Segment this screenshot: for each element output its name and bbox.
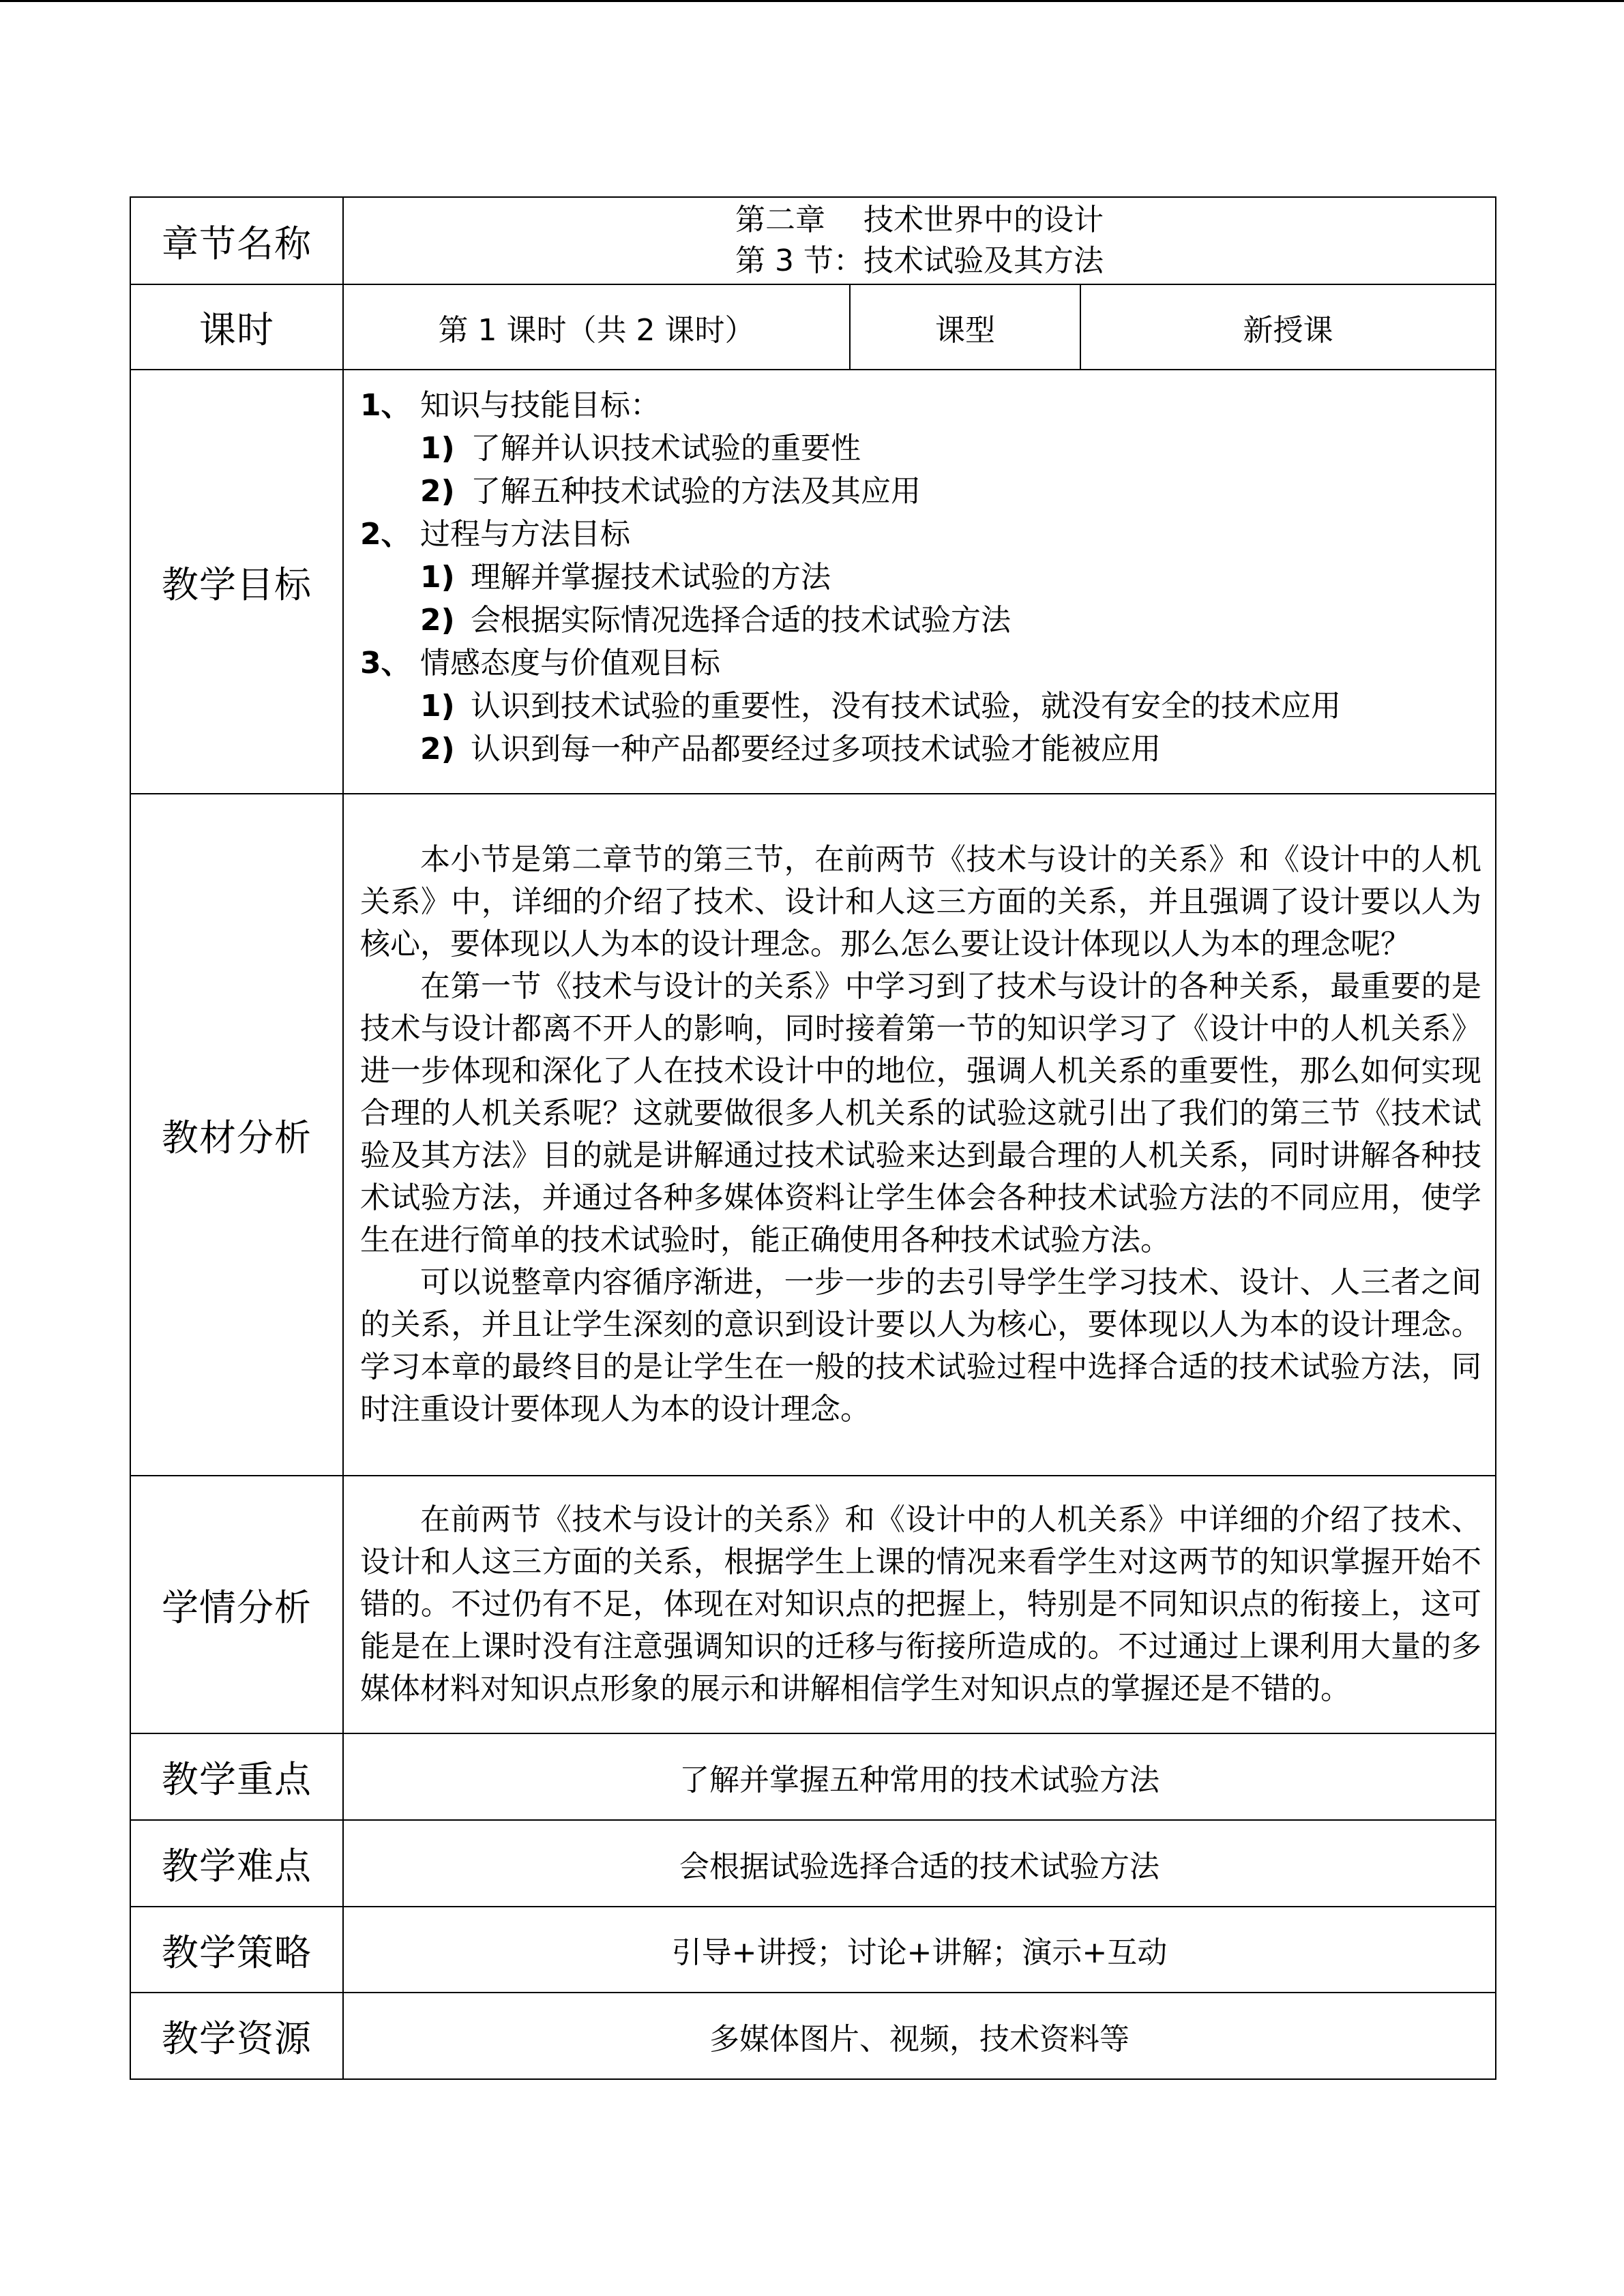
strategy-label: 教学策略	[130, 1907, 343, 1993]
objective-item: 1) 认识到技术试验的重要性，没有技术试验，就没有安全的技术应用	[420, 689, 1341, 724]
lesson-type-label: 课型	[850, 284, 1080, 370]
row-difficulties	[130, 1820, 1496, 1907]
student-analysis-content	[344, 1499, 1495, 1710]
difficulties-value: 会根据试验选择合适的技术试验方法	[343, 1820, 1496, 1907]
row-objectives	[130, 370, 1496, 794]
objectives-label: 教学目标	[130, 370, 343, 794]
row-chapter	[130, 197, 1496, 284]
objective-item: 2) 了解五种技术试验的方法及其应用	[420, 474, 921, 509]
objective-item: 1) 了解并认识技术试验的重要性	[420, 431, 861, 466]
material-analysis-cell	[343, 794, 1496, 1476]
row-resources	[130, 1993, 1496, 2079]
row-student-analysis	[130, 1476, 1496, 1733]
difficulties-label: 教学难点	[130, 1820, 343, 1907]
resources-label: 教学资源	[130, 1993, 343, 2079]
lesson-label: 课时	[130, 284, 343, 370]
material-paragraph: 在第一节《技术与设计的关系》中学习到了技术与设计的各种关系，最重要的是技术与设计都离不开人的影响，同时接着第一节的知识学习了《设计中的人机关系》进一步体现和深化了人在技术设计中的地位，强调人机关系的重要性，那么如何实现合理的人机关系呢？这就要做很多人机关系的试验这就引出了我们的第三节《技术试验及其方法》目的就是讲解通过技术试验来达到最合理的人机关系，同时讲解各种技术试验方法，并通过各种多媒体资料让学生体会各种技术试验方法的不同应用，使学生在进行简单的技术试验时，能正确使用各种技术试验方法。	[360, 969, 1481, 1257]
chapter-label: 章节名称	[130, 197, 343, 284]
objective-group-heading: 3、 情感态度与价值观目标	[360, 646, 720, 681]
material-paragraph: 可以说整章内容循序渐进，一步一步的去引导学生学习技术、设计、人三者之间的关系，并且让学生深刻的意识到设计要以人为核心，要体现以人为本的设计理念。学习本章的最终目的是让学生在一般的技术试验过程中选择合适的技术试验方法，同时注重设计要体现人为本的设计理念。	[360, 1265, 1481, 1427]
page-top-border	[0, 0, 1624, 2]
student-paragraph: 在前两节《技术与设计的关系》和《设计中的人机关系》中详细的介绍了技术、设计和人这三方面的关系，根据学生上课的情况来看学生对这两节的知识掌握开始不错的。不过仍有不足，体现在对知识点的把握上，特别是不同知识点的衔接上，这可能是在上课时没有注意强调知识的迁移与衔接所造成的。不过通过上课利用大量的多媒体材料对知识点形象的展示和讲解相信学生对知识点的掌握还是不错的。	[360, 1502, 1481, 1706]
lesson-plan-table	[130, 196, 1496, 2080]
objective-group-heading: 1、 知识与技能目标：	[360, 388, 660, 423]
objective-item: 2) 会根据实际情况选择合适的技术试验方法	[420, 603, 1011, 638]
key-points-value: 了解并掌握五种常用的技术试验方法	[343, 1733, 1496, 1820]
material-analysis-label: 教材分析	[130, 794, 343, 1476]
lesson-type-value: 新授课	[1080, 284, 1496, 370]
student-analysis-cell	[343, 1476, 1496, 1733]
objectives-cell	[343, 370, 1496, 794]
row-lesson	[130, 284, 1496, 370]
row-material-analysis	[130, 794, 1496, 1476]
material-paragraph: 本小节是第二章节的第三节，在前两节《技术与设计的关系》和《设计中的人机关系》中，详细的介绍了技术、设计和人这三方面的关系，并且强调了设计要以人为核心，要体现以人为本的设计理念。那么怎么要让设计体现以人为本的理念呢？	[360, 842, 1481, 961]
row-key-points	[130, 1733, 1496, 1820]
objective-group-heading: 2、 过程与方法目标	[360, 517, 630, 552]
key-points-label: 教学重点	[130, 1733, 343, 1820]
section-title: 第 3 节：技术试验及其方法	[735, 243, 1104, 278]
lesson-value: 第 1 课时（共 2 课时）	[343, 284, 850, 370]
chapter-title: 第二章 技术世界中的设计	[735, 203, 1104, 237]
student-analysis-label: 学情分析	[130, 1476, 343, 1733]
objective-item: 1) 理解并掌握技术试验的方法	[420, 560, 831, 595]
row-strategy	[130, 1907, 1496, 1993]
objectives-content	[344, 370, 1495, 793]
strategy-value: 引导+讲授；讨论+讲解；演示+互动	[343, 1907, 1496, 1993]
resources-value: 多媒体图片、视频，技术资料等	[343, 1993, 1496, 2079]
material-analysis-content	[344, 839, 1495, 1431]
objective-item: 2) 认识到每一种产品都要经过多项技术试验才能被应用	[420, 732, 1161, 766]
chapter-title-cell	[343, 197, 1496, 284]
